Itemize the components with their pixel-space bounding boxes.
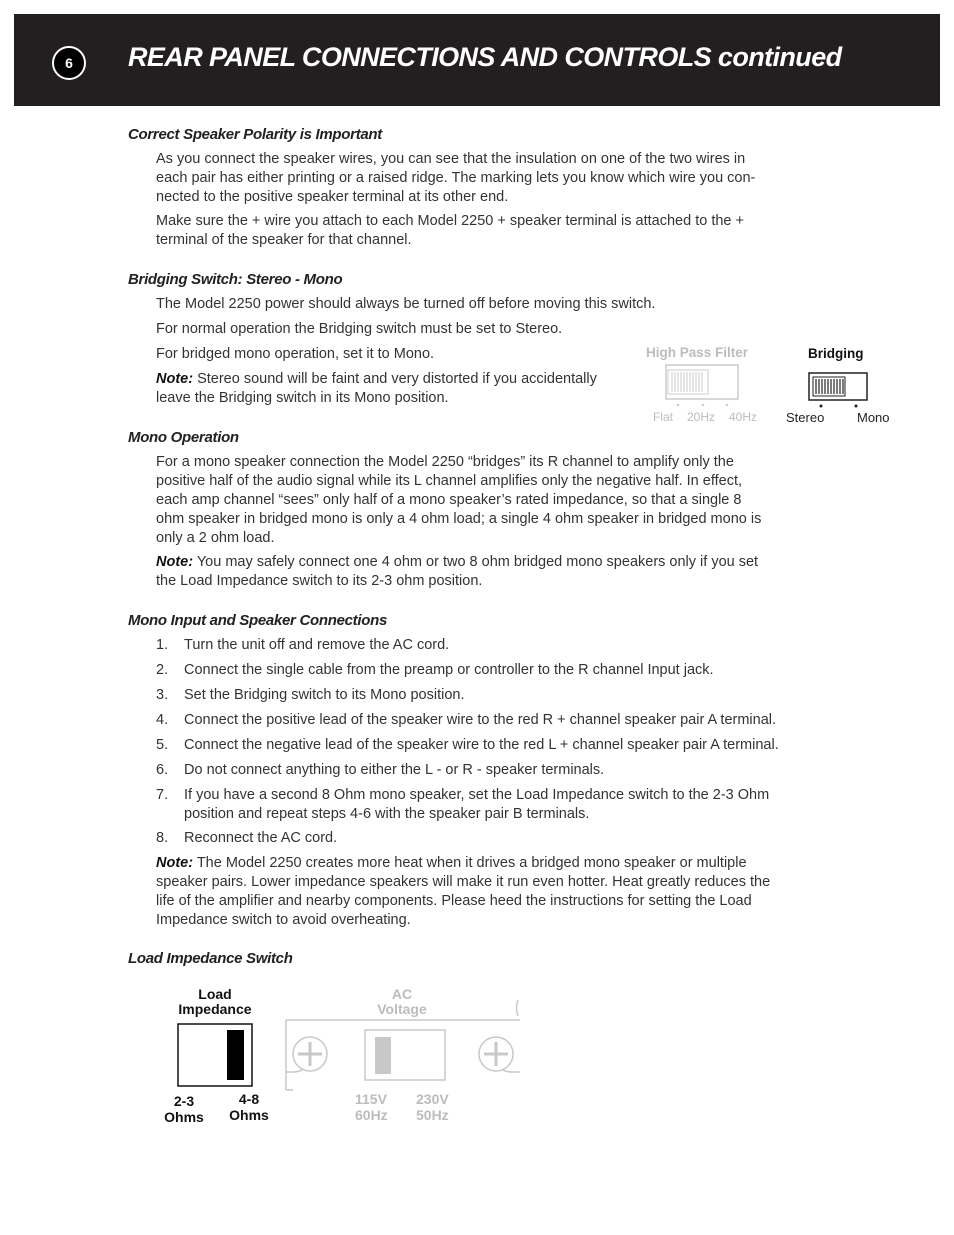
label-line: 4-8 — [238, 1091, 260, 1107]
mono-operation-paragraph — [156, 453, 761, 548]
label-line: Ohms — [164, 1109, 204, 1125]
load-impedance-diagram-title — [175, 987, 255, 1017]
note-label: Note: — [156, 371, 194, 387]
list-text-line: If you have a second 8 Ohm mono speaker, set the Load Impedance switch to the 2-3 Ohm — [184, 787, 770, 803]
bridging-diagram-title: Bridging — [808, 346, 864, 361]
bridging-label-stereo: Stereo — [786, 410, 825, 425]
bridging-note — [156, 370, 597, 408]
note-text: You may safely connect one 4 ohm or two 8 ohm bridged mono speakers only if you set — [193, 554, 759, 570]
diagram-title-line: AC — [391, 986, 413, 1002]
list-text: Set the Bridging switch to its Mono position. — [184, 687, 465, 703]
diagram-title-line: Impedance — [178, 1001, 252, 1017]
note-text: The Model 2250 creates more heat when it drives a bridged mono speaker or multiple — [193, 855, 747, 871]
list-number: 4. — [156, 712, 169, 728]
load-impedance-switch-graphic — [176, 1022, 256, 1088]
polarity-paragraph-1 — [156, 150, 755, 207]
diagram-title-line: Voltage — [377, 1001, 427, 1017]
bridging-heading: Bridging Switch: Stereo - Mono — [128, 271, 343, 288]
label-line: 50Hz — [416, 1107, 449, 1123]
note-label: Note: — [156, 554, 194, 570]
note-text: Stereo sound will be faint and very distorted if you accidentally — [193, 371, 597, 387]
list-text-line: position and repeat steps 4-6 with the speaker pair B terminals. — [184, 806, 590, 822]
note-text: life of the amplifier and nearby components. Please heed the instructions for setting the Load — [156, 893, 752, 909]
list-text: Connect the negative lead of the speaker wire to the red L + channel speaker pair A terminal. — [184, 737, 779, 753]
polarity-paragraph-2 — [156, 212, 744, 250]
text-line: terminal of the speaker for that channel. — [156, 232, 412, 248]
list-number: 3. — [156, 687, 169, 703]
label-line: 115V — [355, 1091, 387, 1107]
list-number: 6. — [156, 762, 169, 778]
note-label: Note: — [156, 855, 194, 871]
note-text: the Load Impedance switch to its 2-3 ohm position. — [156, 573, 483, 589]
hpf-switch-graphic — [660, 362, 746, 406]
note-text: Impedance switch to avoid overheating. — [156, 912, 411, 928]
bridging-paragraph-3: For bridged mono operation, set it to Mono. — [156, 346, 435, 362]
text-line: ohm speaker in bridged mono is only a 4 ohm load; a single 4 ohm speaker in bridged mono is — [156, 511, 762, 527]
load-impedance-label-2-3-ohms — [161, 1093, 207, 1125]
label-line: 230V — [416, 1091, 449, 1107]
list-text: Turn the unit off and remove the AC cord. — [184, 637, 450, 653]
text-line: each amp channel “sees” only half of a mono speaker’s rated impedance, so that a single 8 — [156, 492, 742, 508]
load-impedance-heading: Load Impedance Switch — [128, 950, 293, 967]
polarity-heading: Correct Speaker Polarity is Important — [128, 126, 382, 143]
list-number: 2. — [156, 662, 169, 678]
page-title: REAR PANEL CONNECTIONS AND CONTROLS continued — [128, 42, 842, 72]
bridging-paragraph-2: For normal operation the Bridging switch must be set to Stereo. — [156, 321, 563, 337]
mono-operation-note — [156, 553, 758, 591]
list-text: Do not connect anything to either the L - or R - speaker terminals. — [184, 762, 605, 778]
text-line: For a mono speaker connection the Model 2250 “bridges” its R channel to amplify only the — [156, 454, 734, 470]
list-number: 1. — [156, 637, 169, 653]
hpf-label-flat: Flat — [653, 410, 674, 424]
load-impedance-label-4-8-ohms — [226, 1091, 272, 1123]
text-line: only a 2 ohm load. — [156, 530, 275, 546]
list-text: Reconnect the AC cord. — [184, 830, 338, 846]
list-text: Connect the single cable from the preamp or controller to the R channel Input jack. — [184, 662, 714, 678]
ac-voltage-panel-graphic — [283, 996, 523, 1092]
mono-operation-heading: Mono Operation — [128, 429, 239, 446]
text-line: nected to the positive speaker terminal at its other end. — [156, 189, 509, 205]
bridging-label-mono: Mono — [857, 410, 890, 425]
text-line: Make sure the + wire you attach to each Model 2250 + speaker terminal is attached to the + — [156, 213, 744, 229]
note-text: leave the Bridging switch in its Mono position. — [156, 390, 449, 406]
list-number: 7. — [156, 787, 169, 803]
hpf-label-20hz: 20Hz — [687, 410, 716, 424]
note-text: speaker pairs. Lower impedance speakers will make it run even hotter. Heat greatly reduces the — [156, 874, 771, 890]
ac-voltage-label-115v — [355, 1091, 388, 1123]
ac-voltage-label-230v — [416, 1091, 449, 1123]
list-number: 5. — [156, 737, 169, 753]
diagram-title-line: Load — [198, 986, 232, 1002]
text-line: positive half of the audio signal while its L channel amplifies only the negative half. In effect, — [156, 473, 742, 489]
text-line: As you connect the speaker wires, you can see that the insulation on one of the two wires in — [156, 151, 746, 167]
label-line: 2-3 — [173, 1093, 195, 1109]
text-line: each pair has either printing or a raised ridge. The marking lets you know which wire you con- — [156, 170, 756, 186]
mono-input-note — [156, 854, 770, 930]
header-bar — [14, 14, 940, 106]
hpf-diagram-title: High Pass Filter — [646, 345, 749, 360]
list-text — [184, 786, 769, 824]
mono-input-heading: Mono Input and Speaker Connections — [128, 612, 387, 629]
label-line: Ohms — [229, 1107, 269, 1123]
label-line: 60Hz — [355, 1107, 388, 1123]
list-number: 8. — [156, 830, 169, 846]
bridging-switch-graphic — [806, 370, 872, 410]
page-number-badge: 6 — [52, 46, 86, 80]
hpf-label-40hz: 40Hz — [729, 410, 758, 424]
list-text: Connect the positive lead of the speaker wire to the red R + channel speaker pair A terminal. — [184, 712, 777, 728]
bridging-paragraph-1: The Model 2250 power should always be turned off before moving this switch. — [156, 296, 656, 312]
